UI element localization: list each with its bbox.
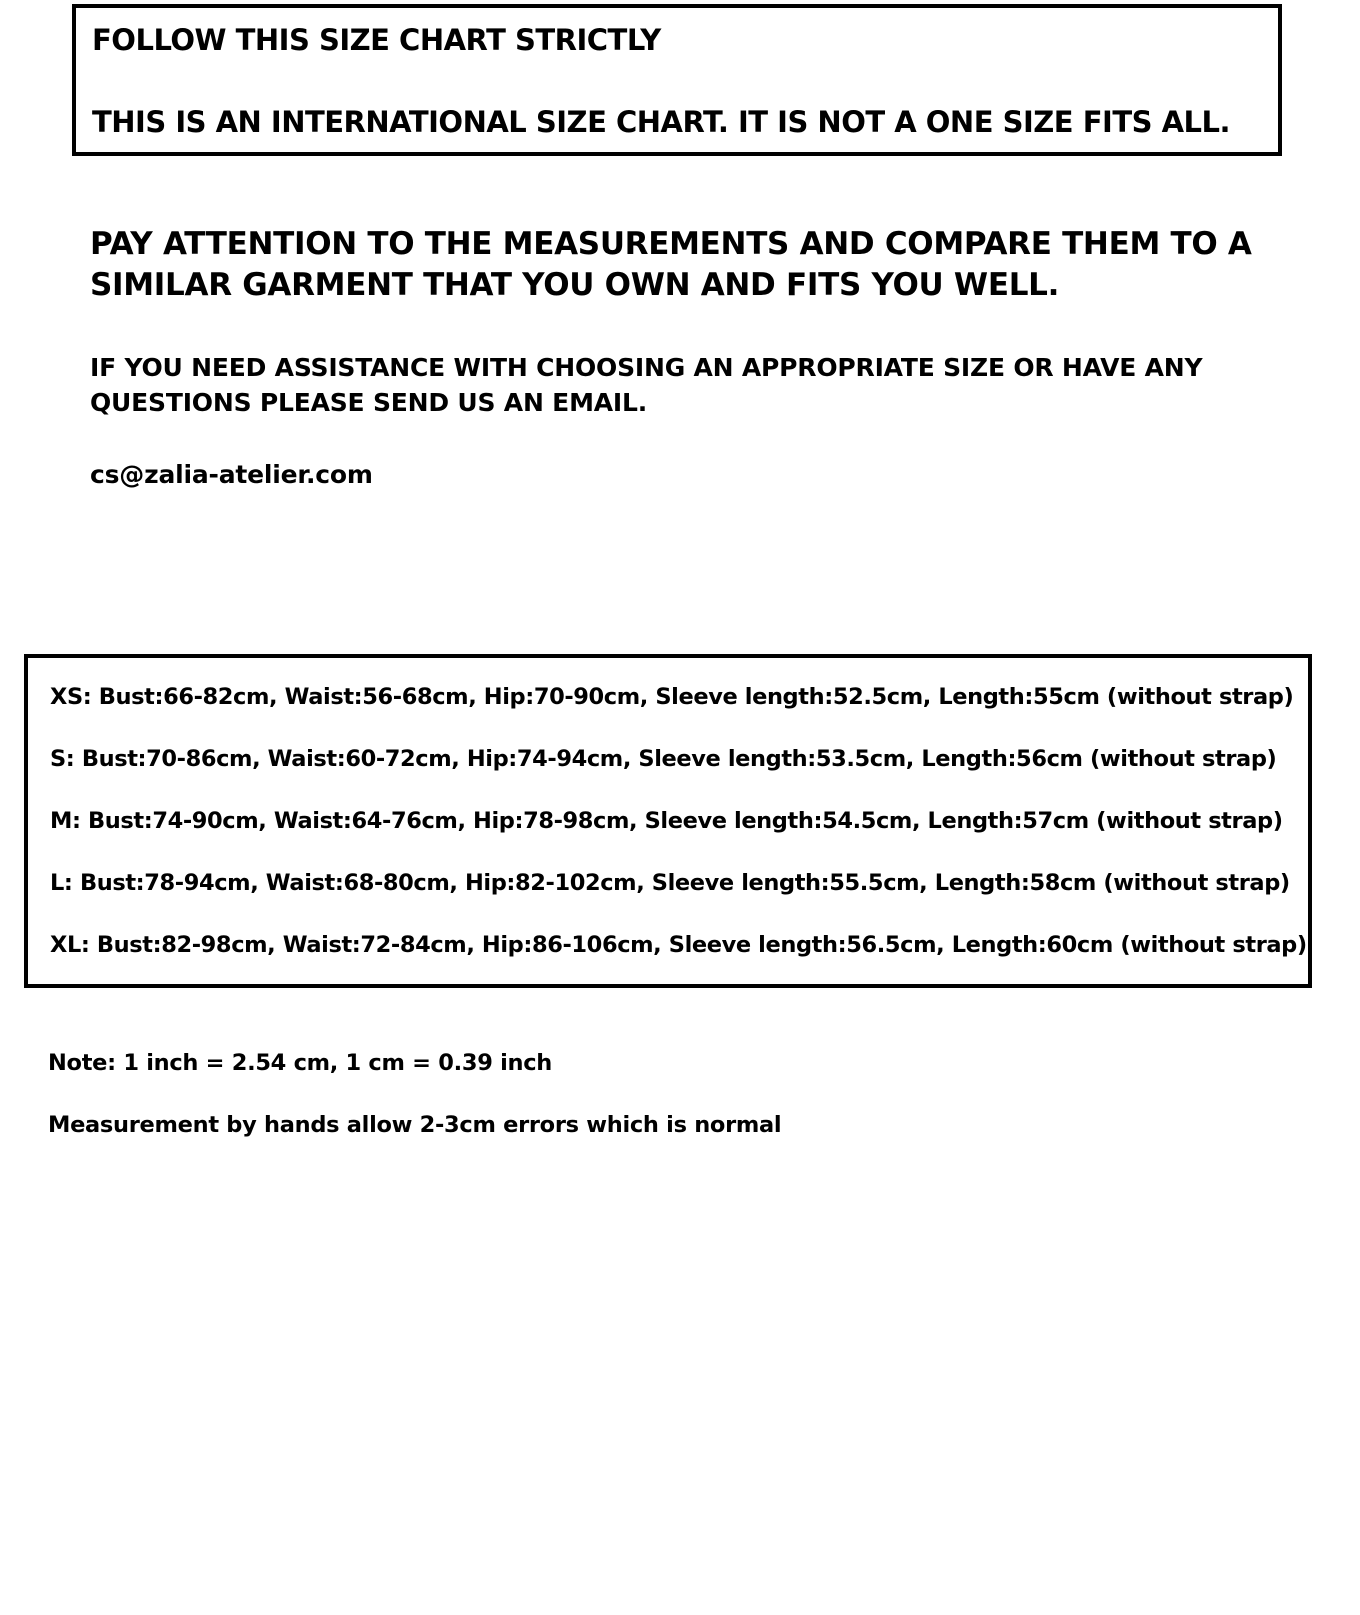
conversion-note: Note: 1 inch = 2.54 cm, 1 cm = 0.39 inch	[48, 1050, 552, 1076]
assistance-text: IF YOU NEED ASSISTANCE WITH CHOOSING AN APPROPRIATE SIZE OR HAVE ANY QUESTIONS PLEASE SEND US AN EMAIL.	[90, 353, 1203, 417]
size-row-xs: XS: Bust:66-82cm, Waist:56-68cm, Hip:70-90cm, Sleeve length:52.5cm, Length:55cm (without strap)	[50, 684, 1294, 710]
size-row-m: M: Bust:74-90cm, Waist:64-76cm, Hip:78-98cm, Sleeve length:54.5cm, Length:57cm (without strap)	[50, 808, 1283, 834]
size-row-l: L: Bust:78-94cm, Waist:68-80cm, Hip:82-102cm, Sleeve length:55.5cm, Length:58cm (without strap)	[50, 870, 1290, 896]
attention-text: PAY ATTENTION TO THE MEASUREMENTS AND COMPARE THEM TO A SIMILAR GARMENT THAT YOU OWN AND FITS YOU WELL.	[90, 226, 1252, 303]
contact-email: cs@zalia-atelier.com	[90, 460, 373, 489]
size-row-s: S: Bust:70-86cm, Waist:60-72cm, Hip:74-94cm, Sleeve length:53.5cm, Length:56cm (without strap)	[50, 746, 1277, 772]
tolerance-note: Measurement by hands allow 2-3cm errors which is normal	[48, 1112, 782, 1138]
notice-box	[72, 4, 1282, 156]
notice-heading: FOLLOW THIS SIZE CHART STRICTLY	[92, 23, 661, 57]
size-row-xl: XL: Bust:82-98cm, Waist:72-84cm, Hip:86-106cm, Sleeve length:56.5cm, Length:60cm (without strap)	[50, 932, 1307, 958]
size-chart-box	[24, 654, 1312, 988]
notice-international: THIS IS AN INTERNATIONAL SIZE CHART. IT IS NOT A ONE SIZE FITS ALL.	[92, 105, 1230, 139]
